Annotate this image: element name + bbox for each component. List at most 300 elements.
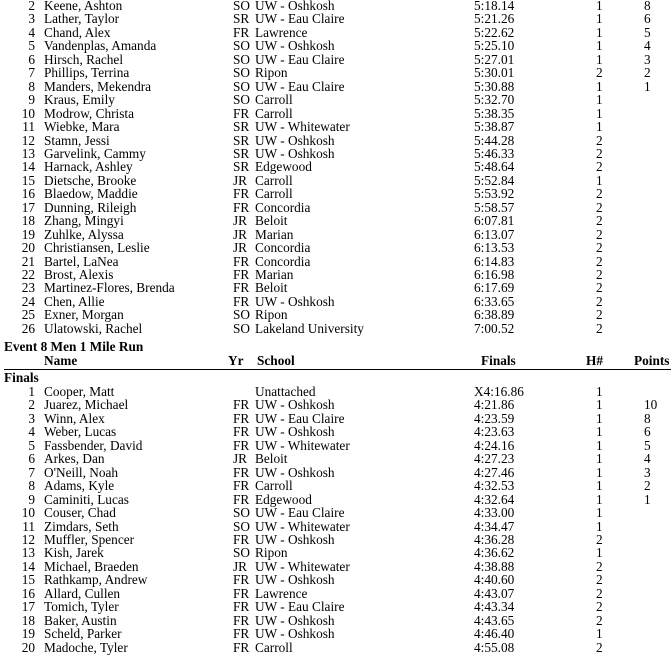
finals-time: 4:36.62 (474, 545, 515, 561)
place-cell: 11 (22, 518, 35, 534)
school-cell: UW - Eau Claire (255, 78, 345, 94)
result-row (0, 26, 671, 39)
result-row (0, 107, 671, 120)
result-row (0, 560, 671, 573)
heat-cell: 1 (596, 478, 603, 494)
finals-time: 5:58.57 (474, 199, 515, 215)
school-cell: UW - Oshkosh (255, 572, 335, 588)
athlete-name: Modrow, Christa (44, 105, 134, 121)
school-cell: Beloit (255, 213, 288, 229)
school-cell: Unattached (255, 384, 316, 399)
year-cell: FR (233, 105, 250, 121)
finals-time: 6:07.81 (474, 213, 515, 229)
athlete-name: Brost, Alexis (44, 267, 114, 282)
place-cell: 10 (21, 105, 35, 121)
points-cell: 10 (644, 397, 658, 413)
school-cell: UW - Eau Claire (255, 599, 345, 615)
header-finals: Finals (481, 353, 516, 368)
place-cell: 15 (21, 172, 35, 188)
finals-time: 4:33.00 (474, 505, 515, 521)
result-row (0, 39, 671, 52)
finals-time: 4:38.88 (474, 558, 515, 574)
result-row (0, 80, 671, 93)
heat-cell: 2 (596, 307, 603, 323)
finals-time: 4:21.86 (474, 397, 515, 413)
points-cell: 3 (644, 464, 651, 480)
place-cell: 3 (28, 410, 35, 426)
place-cell: 20 (21, 240, 35, 256)
points-cell: 6 (644, 11, 651, 27)
place-cell: 7 (28, 464, 35, 480)
result-row (0, 412, 671, 425)
place-cell: 18 (21, 612, 35, 628)
year-cell: JR (233, 213, 248, 229)
place-cell: 19 (21, 626, 35, 642)
heat-cell: 2 (596, 65, 603, 81)
heat-cell: 2 (596, 585, 603, 601)
result-row (0, 587, 671, 600)
finals-time: 4:23.59 (474, 410, 515, 426)
finals-time: 4:36.28 (474, 531, 515, 547)
year-cell: FR (233, 639, 250, 655)
year-cell: FR (233, 424, 250, 440)
result-row (0, 466, 671, 479)
athlete-name: Exner, Morgan (44, 307, 124, 323)
heat-cell: 1 (596, 451, 603, 467)
year-cell: FR (233, 437, 250, 453)
school-cell: Edgewood (255, 491, 312, 507)
finals-time: 5:48.64 (474, 159, 515, 175)
athlete-name: Vandenplas, Amanda (44, 38, 157, 54)
heat-cell: 2 (596, 599, 603, 615)
finals-time: 6:38.89 (474, 307, 515, 323)
school-cell: UW - Oshkosh (255, 464, 335, 480)
finals-time: 4:43.34 (474, 599, 515, 615)
athlete-name: Scheld, Parker (44, 626, 122, 642)
place-cell: 25 (21, 307, 35, 323)
heat-cell: 2 (596, 132, 603, 148)
year-cell: FR (233, 280, 250, 296)
athlete-name: Kraus, Emily (44, 92, 115, 108)
heat-cell: 1 (596, 384, 603, 399)
school-cell: UW - Oshkosh (255, 38, 335, 54)
heat-cell: 1 (596, 11, 603, 27)
heat-cell: 2 (596, 253, 603, 269)
school-cell: UW - Whitewater (255, 558, 350, 574)
year-cell: JR (233, 226, 248, 242)
finals-time: 5:46.33 (474, 145, 515, 161)
finals-time: 4:27.23 (474, 451, 515, 467)
result-row (0, 93, 671, 106)
athlete-name: Dunning, Rileigh (44, 199, 137, 215)
heat-cell: 2 (596, 267, 603, 282)
year-cell: FR (233, 267, 250, 282)
result-row (0, 641, 671, 654)
school-cell: UW - Eau Claire (255, 410, 345, 426)
place-cell: 18 (21, 213, 35, 229)
finals-time: 4:23.63 (474, 424, 515, 440)
finals-time: 6:17.69 (474, 280, 515, 296)
finals-time: 6:33.65 (474, 293, 515, 309)
result-row (0, 134, 671, 147)
athlete-name: Allard, Cullen (44, 585, 121, 601)
points-cell: 3 (644, 51, 651, 67)
place-cell: 9 (28, 92, 35, 108)
place-cell: 3 (28, 11, 35, 27)
year-cell: SR (233, 159, 250, 175)
finals-time: 5:52.84 (474, 172, 515, 188)
result-row (0, 53, 671, 66)
year-cell: SR (233, 119, 250, 135)
year-cell: FR (233, 572, 250, 588)
result-row (0, 322, 671, 335)
place-cell: 16 (21, 585, 35, 601)
athlete-name: Chen, Allie (44, 293, 105, 309)
result-row (0, 147, 671, 160)
finals-time: 6:16.98 (474, 267, 515, 282)
year-cell: SR (233, 145, 250, 161)
year-cell: FR (233, 199, 250, 215)
year-cell: SO (233, 0, 250, 13)
athlete-name: Hirsch, Rachel (44, 51, 124, 67)
school-cell: Lawrence (255, 585, 308, 601)
athlete-name: Lather, Taylor (44, 11, 120, 27)
header-heat: H# (586, 353, 603, 368)
heat-cell: 1 (596, 518, 603, 534)
heat-cell: 2 (596, 531, 603, 547)
result-row (0, 398, 671, 411)
year-cell: JR (233, 451, 248, 467)
result-row (0, 66, 671, 79)
school-cell: Marian (255, 267, 294, 282)
athlete-name: Phillips, Terrina (44, 65, 130, 81)
heat-cell: 1 (596, 24, 603, 40)
athlete-name: Caminiti, Lucas (44, 491, 129, 507)
school-cell: UW - Oshkosh (255, 424, 335, 440)
school-cell: UW - Oshkosh (255, 145, 335, 161)
school-cell: UW - Oshkosh (255, 397, 335, 413)
header-points: Points (634, 353, 670, 368)
result-row (0, 385, 671, 398)
school-cell: UW - Eau Claire (255, 505, 345, 521)
school-cell: Beloit (255, 451, 288, 467)
year-cell: FR (233, 293, 250, 309)
school-cell: UW - Oshkosh (255, 293, 335, 309)
result-row (0, 214, 671, 227)
place-cell: 7 (28, 65, 35, 81)
points-cell: 5 (644, 437, 651, 453)
heat-cell: 2 (596, 639, 603, 655)
athlete-name: Martinez-Flores, Brenda (44, 280, 175, 296)
heat-cell: 1 (596, 92, 603, 108)
heat-cell: 2 (596, 159, 603, 175)
heat-cell: 1 (596, 491, 603, 507)
heat-cell: 2 (596, 186, 603, 202)
year-cell: FR (233, 531, 250, 547)
year-cell: JR (233, 558, 248, 574)
points-cell: 8 (644, 410, 651, 426)
heat-cell: 1 (596, 397, 603, 413)
heat-cell: 1 (596, 78, 603, 94)
header-name: Name (44, 353, 78, 368)
finals-time: 4:55.08 (474, 639, 515, 655)
heat-cell: 2 (596, 612, 603, 628)
place-cell: 5 (28, 38, 35, 54)
finals-time: 4:24.16 (474, 437, 515, 453)
year-cell: SO (233, 320, 250, 336)
year-cell: FR (233, 24, 250, 40)
heat-cell: 1 (596, 464, 603, 480)
athlete-name: Muffler, Spencer (44, 531, 135, 547)
result-row (0, 255, 671, 268)
athlete-name: Adams, Kyle (44, 478, 115, 494)
finals-time: 5:21.26 (474, 11, 515, 27)
school-cell: Concordia (255, 240, 311, 256)
athlete-name: Juarez, Michael (44, 397, 129, 413)
finals-time: 6:14.83 (474, 253, 515, 269)
athlete-name: Ulatowski, Rachel (44, 320, 143, 336)
finals-time: 7:00.52 (474, 320, 515, 336)
result-row (0, 268, 671, 281)
place-cell: 17 (21, 199, 35, 215)
points-cell: 2 (644, 478, 651, 494)
points-cell: 1 (644, 78, 651, 94)
school-cell: Lakeland University (255, 320, 364, 336)
year-cell: JR (233, 172, 248, 188)
result-row (0, 493, 671, 506)
school-cell: UW - Whitewater (255, 437, 350, 453)
year-cell: SO (233, 307, 250, 323)
year-cell: SO (233, 545, 250, 561)
result-row (0, 12, 671, 25)
year-cell: FR (233, 478, 250, 494)
athlete-name: Fassbender, David (44, 437, 143, 453)
finals-time: 6:13.53 (474, 240, 515, 256)
result-row (0, 241, 671, 254)
year-cell: FR (233, 599, 250, 615)
school-cell: UW - Whitewater (255, 119, 350, 135)
finals-time: 4:40.60 (474, 572, 515, 588)
heat-cell: 2 (596, 199, 603, 215)
finals-time: 5:30.01 (474, 65, 515, 81)
athlete-name: Michael, Braeden (44, 558, 139, 574)
athlete-name: Manders, Mekendra (44, 78, 152, 94)
heat-cell: 2 (596, 240, 603, 256)
school-cell: Concordia (255, 199, 311, 215)
finals-time: 4:34.47 (474, 518, 515, 534)
place-cell: 17 (21, 599, 35, 615)
result-row (0, 520, 671, 533)
school-cell: Carroll (255, 172, 293, 188)
finals-time: 6:13.07 (474, 226, 515, 242)
place-cell: 4 (28, 24, 35, 40)
school-cell: UW - Oshkosh (255, 612, 335, 628)
finals-time: 5:30.88 (474, 78, 515, 94)
place-cell: 10 (21, 505, 35, 521)
header-yr: Yr (228, 353, 244, 368)
heat-cell: 2 (596, 145, 603, 161)
school-cell: Carroll (255, 478, 293, 494)
finals-time: 4:43.65 (474, 612, 515, 628)
school-cell: Carroll (255, 639, 293, 655)
athlete-name: Chand, Alex (44, 24, 111, 40)
points-cell: 6 (644, 424, 651, 440)
finals-time: 5:18.14 (474, 0, 515, 13)
place-cell: 20 (21, 639, 35, 655)
heat-cell: 1 (596, 119, 603, 135)
place-cell: 1 (28, 384, 35, 399)
year-cell: SR (233, 11, 250, 27)
heat-cell: 1 (596, 626, 603, 642)
result-row (0, 452, 671, 465)
school-cell: Ripon (255, 65, 288, 81)
place-cell: 6 (28, 51, 35, 67)
athlete-name: O'Neill, Noah (44, 464, 119, 480)
athlete-name: Zimdars, Seth (44, 518, 119, 534)
athlete-name: Arkes, Dan (44, 451, 105, 467)
year-cell: SO (233, 92, 250, 108)
heat-cell: 2 (596, 213, 603, 229)
finals-time: 5:32.70 (474, 92, 515, 108)
place-cell: 13 (21, 545, 35, 561)
place-cell: 13 (21, 145, 35, 161)
place-cell: 12 (21, 531, 35, 547)
points-cell: 5 (644, 24, 651, 40)
athlete-name: Blaedow, Maddie (44, 186, 138, 202)
place-cell: 8 (28, 78, 35, 94)
place-cell: 21 (21, 253, 35, 269)
school-cell: Carroll (255, 105, 293, 121)
finals-time: 5:38.35 (474, 105, 515, 121)
result-row (0, 627, 671, 640)
place-cell: 9 (28, 491, 35, 507)
place-cell: 14 (21, 558, 35, 574)
finals-time: 4:32.53 (474, 478, 515, 494)
athlete-name: Wiebke, Mara (44, 119, 120, 135)
finals-time: 5:25.10 (474, 38, 515, 54)
heat-cell: 1 (596, 105, 603, 121)
year-cell: SO (233, 51, 250, 67)
athlete-name: Garvelink, Cammy (44, 145, 146, 161)
athlete-name: Kish, Jarek (44, 545, 104, 561)
place-cell: 4 (28, 424, 35, 440)
year-cell: SO (233, 38, 250, 54)
place-cell: 2 (28, 0, 35, 13)
athlete-name: Dietsche, Brooke (44, 172, 137, 188)
place-cell: 14 (21, 159, 35, 175)
place-cell: 8 (28, 478, 35, 494)
athlete-name: Zhang, Mingyi (44, 213, 124, 229)
school-cell: UW - Eau Claire (255, 11, 345, 27)
school-cell: Ripon (255, 307, 288, 323)
header-divider (4, 369, 671, 370)
place-cell: 16 (21, 186, 35, 202)
points-cell: 1 (644, 491, 651, 507)
heat-cell: 2 (596, 572, 603, 588)
finals-time: 5:44.28 (474, 132, 515, 148)
section-label: Finals (4, 370, 39, 385)
athlete-name: Christiansen, Leslie (44, 240, 150, 256)
place-cell: 6 (28, 451, 35, 467)
school-cell: UW - Oshkosh (255, 626, 335, 642)
heat-cell: 1 (596, 424, 603, 440)
heat-cell: 1 (596, 38, 603, 54)
year-cell: SO (233, 518, 250, 534)
result-row (0, 533, 671, 546)
athlete-name: Rathkamp, Andrew (44, 572, 148, 588)
year-cell: SO (233, 65, 250, 81)
result-row (0, 201, 671, 214)
school-cell: Edgewood (255, 159, 312, 175)
athlete-name: Zuhlke, Alyssa (44, 226, 124, 242)
athlete-name: Cooper, Matt (44, 384, 115, 399)
year-cell: SO (233, 505, 250, 521)
school-cell: UW - Whitewater (255, 518, 350, 534)
school-cell: Carroll (255, 186, 293, 202)
school-cell: Lawrence (255, 24, 308, 40)
year-cell: FR (233, 626, 250, 642)
year-cell: SR (233, 132, 250, 148)
athlete-name: Keene, Ashton (44, 0, 123, 13)
athlete-name: Harnack, Ashley (44, 159, 133, 175)
result-row (0, 295, 671, 308)
finals-time: 4:46.40 (474, 626, 515, 642)
school-cell: Carroll (255, 92, 293, 108)
place-cell: 22 (21, 267, 35, 282)
place-cell: 15 (21, 572, 35, 588)
school-cell: Concordia (255, 253, 311, 269)
points-cell: 4 (644, 38, 651, 54)
place-cell: 5 (28, 437, 35, 453)
athlete-name: Tomich, Tyler (44, 599, 119, 615)
result-row (0, 308, 671, 321)
result-row (0, 228, 671, 241)
athlete-name: Weber, Lucas (44, 424, 117, 440)
year-cell: FR (233, 253, 250, 269)
points-cell: 8 (644, 0, 651, 13)
heat-cell: 1 (596, 410, 603, 426)
year-cell: FR (233, 186, 250, 202)
result-row (0, 573, 671, 586)
header-school: School (257, 353, 295, 368)
result-row (0, 174, 671, 187)
result-row (0, 281, 671, 294)
finals-time: 5:53.92 (474, 186, 515, 202)
school-cell: UW - Oshkosh (255, 0, 335, 13)
school-cell: UW - Oshkosh (255, 132, 335, 148)
place-cell: 2 (28, 397, 35, 413)
place-cell: 23 (21, 280, 35, 296)
result-row (0, 425, 671, 438)
result-row (0, 506, 671, 519)
heat-cell: 2 (596, 320, 603, 336)
finals-time: 4:43.07 (474, 585, 515, 601)
athlete-name: Bartel, LaNea (44, 253, 119, 269)
place-cell: 24 (21, 293, 35, 309)
heat-cell: 1 (596, 505, 603, 521)
finals-time: 4:32.64 (474, 491, 515, 507)
school-cell: Marian (255, 226, 294, 242)
athlete-name: Baker, Austin (44, 612, 117, 628)
athlete-name: Stamn, Jessi (44, 132, 110, 148)
school-cell: UW - Eau Claire (255, 51, 345, 67)
school-cell: Beloit (255, 280, 288, 296)
finals-time: 5:38.87 (474, 119, 515, 135)
year-cell: FR (233, 612, 250, 628)
result-row (0, 614, 671, 627)
result-row (0, 120, 671, 133)
athlete-name: Madoche, Tyler (44, 639, 128, 655)
